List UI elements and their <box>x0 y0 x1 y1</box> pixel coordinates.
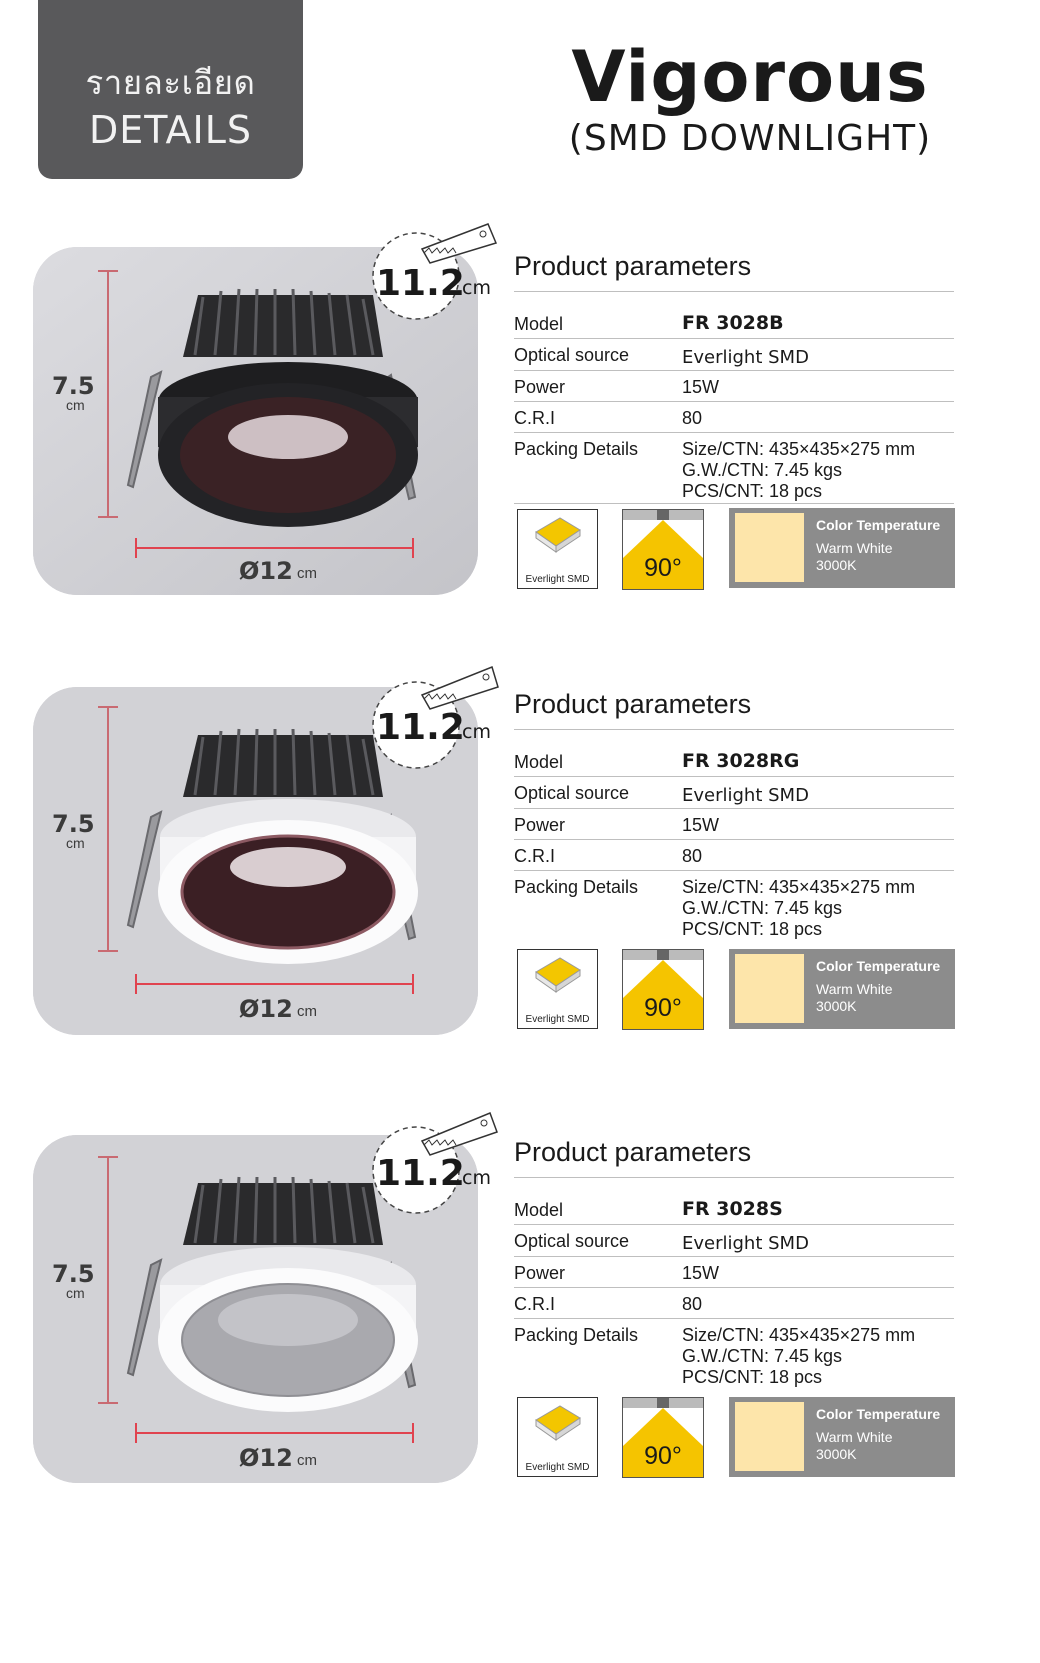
packing-gross-weight: G.W./CTN: 7.45 kgs <box>682 898 843 918</box>
optical-value: Everlight SMD <box>682 1233 809 1254</box>
cri-value: 80 <box>682 408 703 428</box>
warm-white-swatch <box>735 1402 804 1471</box>
row-packing <box>514 871 954 941</box>
color-temperature-title: Color Temperature <box>816 517 941 533</box>
row-optical-source <box>514 339 954 371</box>
packing-gross-weight: G.W./CTN: 7.45 kgs <box>682 460 843 480</box>
row-label: Optical source <box>514 345 630 365</box>
height-unit: cm <box>66 1285 85 1301</box>
product-parameters <box>514 1137 954 1389</box>
cutout-value: 11.2 <box>376 1153 465 1194</box>
cutout-badge <box>370 229 500 319</box>
row-model <box>514 1178 954 1225</box>
color-temperature-kelvin: 3000K <box>816 998 857 1014</box>
color-temperature-panel <box>729 508 955 588</box>
row-label: Optical source <box>514 1231 630 1251</box>
color-temperature-panel <box>729 1397 955 1477</box>
cutout-unit: cm <box>462 1167 491 1189</box>
packing-values <box>682 439 915 502</box>
power-value: 15W <box>682 377 720 397</box>
packing-gross-weight: G.W./CTN: 7.45 kgs <box>682 1346 843 1366</box>
row-label: Model <box>514 1200 564 1220</box>
cutout-badge <box>370 1115 500 1205</box>
diameter-unit: cm <box>297 565 317 582</box>
row-packing <box>514 433 954 504</box>
row-label: Packing Details <box>514 877 639 897</box>
smd-chip-icon <box>517 1397 598 1477</box>
row-label: Power <box>514 1263 566 1283</box>
warm-white-swatch <box>735 954 804 1023</box>
row-label: Power <box>514 377 566 397</box>
power-value: 15W <box>682 1263 720 1283</box>
row-model <box>514 292 954 339</box>
packing-pieces: PCS/CNT: 18 pcs <box>682 919 823 939</box>
product-section-black <box>0 229 1040 599</box>
warm-white-swatch <box>735 513 804 582</box>
product-parameters <box>514 689 954 941</box>
params-title: Product parameters <box>514 689 954 730</box>
details-header-box <box>38 0 303 179</box>
diameter-value: Ø12 <box>239 995 293 1023</box>
row-power <box>514 371 954 402</box>
row-packing <box>514 1319 954 1389</box>
cutout-unit: cm <box>462 721 491 743</box>
row-label: Power <box>514 815 566 835</box>
color-temperature-title: Color Temperature <box>816 1406 941 1422</box>
height-value: 7.5 <box>52 1260 95 1288</box>
row-label: Model <box>514 314 564 334</box>
color-temperature-panel <box>729 949 955 1029</box>
cutout-value: 11.2 <box>376 707 465 748</box>
row-label: Optical source <box>514 783 630 803</box>
packing-pieces: PCS/CNT: 18 pcs <box>682 481 823 501</box>
height-unit: cm <box>66 397 85 413</box>
smd-label: Everlight SMD <box>525 574 590 585</box>
product-parameters <box>514 251 954 504</box>
model-value: FR 3028RG <box>682 750 800 772</box>
diameter-value: Ø12 <box>239 557 293 585</box>
row-label: C.R.I <box>514 408 556 428</box>
color-temperature-name: Warm White <box>816 1429 893 1445</box>
row-cri <box>514 840 954 871</box>
row-model <box>514 730 954 777</box>
product-section-silver <box>0 1115 1040 1485</box>
smd-chip-icon <box>517 509 598 589</box>
model-value: FR 3028B <box>682 312 784 334</box>
params-title: Product parameters <box>514 1137 954 1178</box>
details-thai-label: รายละเอียด <box>85 63 256 102</box>
row-label: C.R.I <box>514 846 556 866</box>
diameter-unit: cm <box>297 1003 317 1020</box>
optical-value: Everlight SMD <box>682 785 809 806</box>
height-value: 7.5 <box>52 372 95 400</box>
product-section-rosegold <box>0 667 1040 1037</box>
cutout-unit: cm <box>462 277 491 299</box>
details-english-label: DETAILS <box>88 108 253 152</box>
color-temperature-name: Warm White <box>816 981 893 997</box>
row-cri <box>514 402 954 433</box>
packing-values <box>682 1325 915 1388</box>
beam-angle-icon <box>622 509 704 590</box>
heatsink-fins <box>183 289 383 357</box>
cri-value: 80 <box>682 1294 703 1314</box>
color-temperature-kelvin: 3000K <box>816 557 857 573</box>
row-power <box>514 809 954 840</box>
params-title: Product parameters <box>514 251 954 292</box>
beam-angle-value: 90° <box>644 994 682 1022</box>
diameter-value: Ø12 <box>239 1444 293 1472</box>
row-label: Packing Details <box>514 1325 639 1345</box>
packing-size: Size/CTN: 435×435×275 mm <box>682 439 916 459</box>
brand-name: Vigorous <box>571 36 929 118</box>
packing-pieces: PCS/CNT: 18 pcs <box>682 1367 823 1387</box>
row-optical-source <box>514 1225 954 1257</box>
row-label: C.R.I <box>514 1294 556 1314</box>
diameter-unit: cm <box>297 1452 317 1469</box>
row-label: Model <box>514 752 564 772</box>
color-temperature-name: Warm White <box>816 540 893 556</box>
beam-angle-icon <box>622 949 704 1030</box>
row-cri <box>514 1288 954 1319</box>
beam-angle-value: 90° <box>644 1442 682 1470</box>
packing-size: Size/CTN: 435×435×275 mm <box>682 877 916 897</box>
packing-values <box>682 877 915 940</box>
color-temperature-title: Color Temperature <box>816 958 941 974</box>
height-value: 7.5 <box>52 810 95 838</box>
brand-title-block <box>560 36 940 160</box>
row-optical-source <box>514 777 954 809</box>
cutout-badge <box>370 667 500 757</box>
smd-label: Everlight SMD <box>525 1462 590 1473</box>
beam-angle-icon <box>622 1397 704 1478</box>
beam-angle-value: 90° <box>644 554 682 582</box>
packing-size: Size/CTN: 435×435×275 mm <box>682 1325 916 1345</box>
height-unit: cm <box>66 835 85 851</box>
power-value: 15W <box>682 815 720 835</box>
cutout-value: 11.2 <box>376 263 465 304</box>
cri-value: 80 <box>682 846 703 866</box>
row-label: Packing Details <box>514 439 639 459</box>
model-value: FR 3028S <box>682 1198 783 1220</box>
row-power <box>514 1257 954 1288</box>
smd-chip-icon <box>517 949 598 1029</box>
smd-label: Everlight SMD <box>525 1014 590 1025</box>
color-temperature-kelvin: 3000K <box>816 1446 857 1462</box>
optical-value: Everlight SMD <box>682 347 809 368</box>
brand-subtitle: (SMD DOWNLIGHT) <box>568 118 932 159</box>
